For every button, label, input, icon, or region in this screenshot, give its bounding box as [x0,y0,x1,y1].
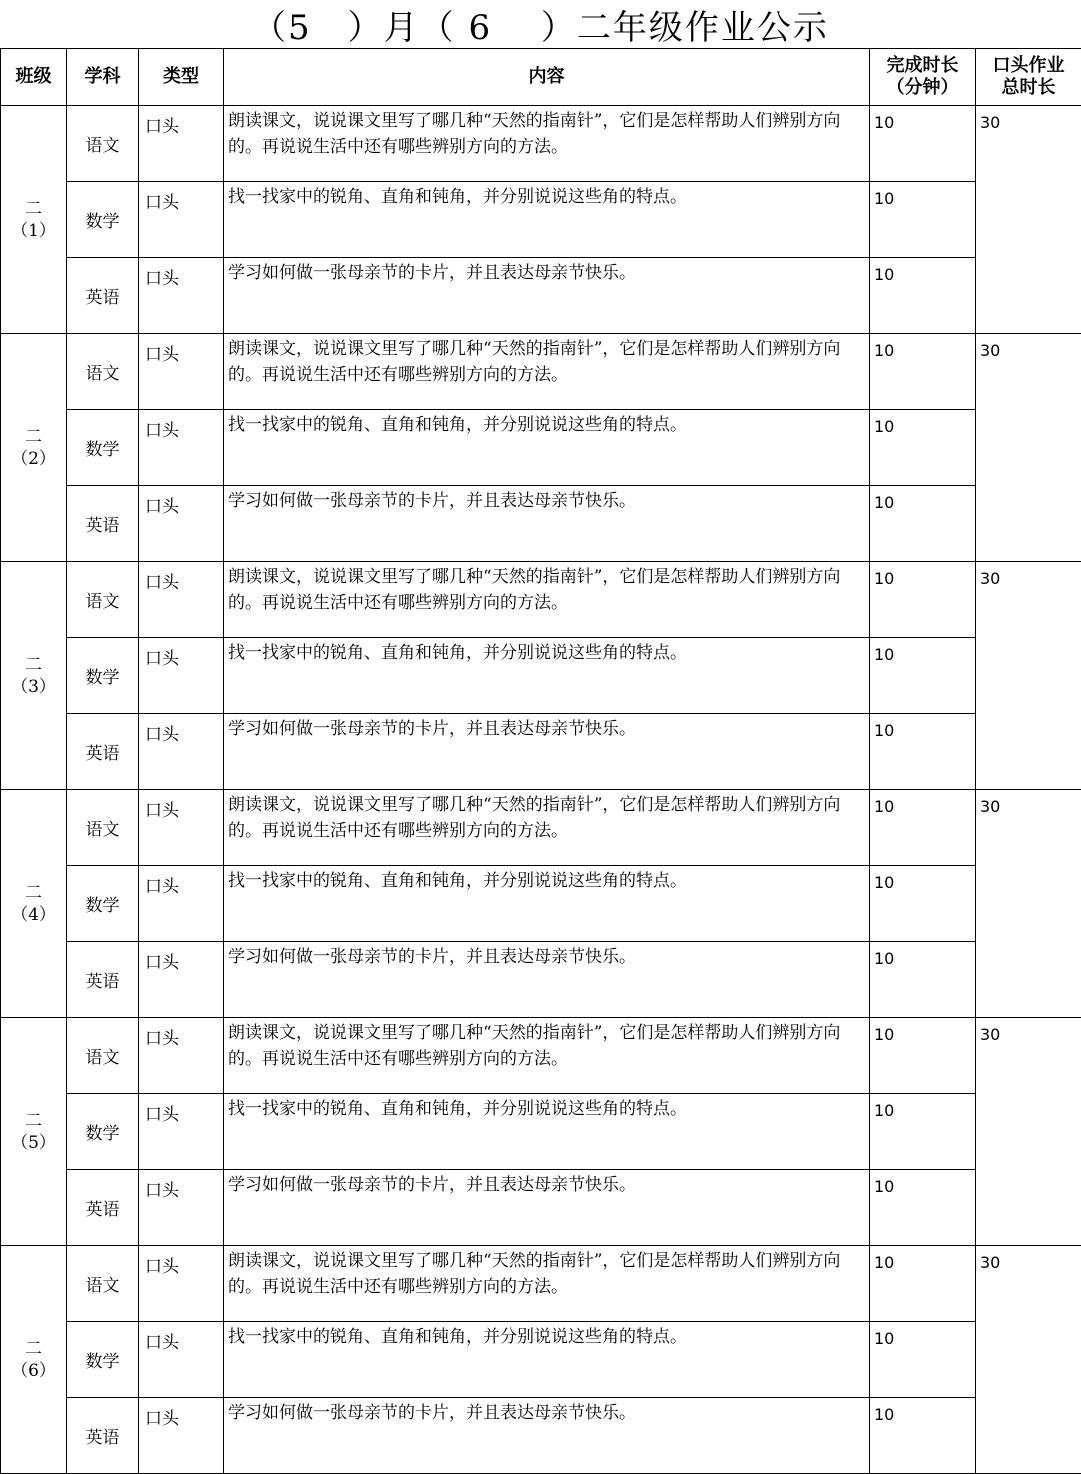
content-cell: 朗读课文，说说课文里写了哪几种“天然的指南针”，它们是怎样帮助人们辨别方向的。再说说生活中还有哪些辨别方向的方法。 [224,334,870,410]
table-row [1,790,1081,866]
table-row [1,1322,1081,1398]
content-cell: 找一找家中的锐角、直角和钝角，并分别说说这些角的特点。 [224,866,870,942]
header-subject: 学科 [67,49,139,106]
table-row [1,410,1081,486]
subject-label: 英语 [86,1428,120,1448]
table-row [1,1170,1081,1246]
type-cell: 口头 [139,942,224,1018]
duration-cell: 10 [870,790,976,866]
subject-cell [67,334,139,410]
table-row [1,106,1081,182]
class-number: （3） [1,676,66,698]
type-cell: 口头 [139,1398,224,1474]
class-number: （1） [1,220,66,242]
table-row [1,1018,1081,1094]
subject-label: 语文 [86,364,120,384]
type-cell: 口头 [139,1094,224,1170]
header-class: 班级 [1,49,67,106]
duration-cell: 10 [870,410,976,486]
class-cell [1,106,67,334]
class-number: （2） [1,448,66,470]
subject-label: 数学 [86,1352,120,1372]
page-title: （5 ）月（ 6 ）二年级作业公示 [0,0,1081,48]
table-row [1,334,1081,410]
header-total [976,49,1081,106]
type-cell: 口头 [139,562,224,638]
type-cell: 口头 [139,714,224,790]
subject-cell [67,562,139,638]
duration-cell: 10 [870,1246,976,1322]
content-cell: 学习如何做一张母亲节的卡片，并且表达母亲节快乐。 [224,1398,870,1474]
type-cell: 口头 [139,182,224,258]
total-cell: 30 [976,334,1081,562]
duration-cell: 10 [870,182,976,258]
table-row [1,1094,1081,1170]
table-row [1,714,1081,790]
type-cell: 口头 [139,258,224,334]
content-cell: 找一找家中的锐角、直角和钝角，并分别说说这些角的特点。 [224,1322,870,1398]
subject-cell [67,106,139,182]
total-cell: 30 [976,1018,1081,1246]
class-number: （5） [1,1132,66,1154]
subject-label: 英语 [86,972,120,992]
subject-cell [67,866,139,942]
type-cell: 口头 [139,1018,224,1094]
duration-cell: 10 [870,106,976,182]
content-cell: 朗读课文，说说课文里写了哪几种“天然的指南针”，它们是怎样帮助人们辨别方向的。再说说生活中还有哪些辨别方向的方法。 [224,106,870,182]
duration-cell: 10 [870,942,976,1018]
content-cell: 学习如何做一张母亲节的卡片，并且表达母亲节快乐。 [224,942,870,1018]
subject-cell [67,258,139,334]
type-cell: 口头 [139,486,224,562]
content-cell: 学习如何做一张母亲节的卡片，并且表达母亲节快乐。 [224,486,870,562]
type-cell: 口头 [139,334,224,410]
content-cell: 学习如何做一张母亲节的卡片，并且表达母亲节快乐。 [224,714,870,790]
subject-label: 数学 [86,896,120,916]
header-row [1,49,1081,106]
subject-cell [67,486,139,562]
type-cell: 口头 [139,1170,224,1246]
content-cell: 学习如何做一张母亲节的卡片，并且表达母亲节快乐。 [224,258,870,334]
header-total-line1: 口头作业 [993,55,1065,76]
class-grade: 二 [1,882,66,904]
subject-label: 语文 [86,1276,120,1296]
content-cell: 朗读课文，说说课文里写了哪几种“天然的指南针”，它们是怎样帮助人们辨别方向的。再说说生活中还有哪些辨别方向的方法。 [224,1246,870,1322]
subject-cell [67,1018,139,1094]
duration-cell: 10 [870,866,976,942]
duration-cell: 10 [870,1398,976,1474]
table-row [1,638,1081,714]
type-cell: 口头 [139,866,224,942]
duration-cell: 10 [870,638,976,714]
subject-label: 语文 [86,136,120,156]
header-total-line2: 总时长 [1002,77,1056,98]
class-cell [1,1018,67,1246]
subject-cell [67,1170,139,1246]
class-grade: 二 [1,426,66,448]
content-cell: 找一找家中的锐角、直角和钝角，并分别说说这些角的特点。 [224,182,870,258]
duration-cell: 10 [870,714,976,790]
table-row [1,1398,1081,1474]
class-cell [1,1246,67,1474]
subject-label: 英语 [86,288,120,308]
content-cell: 学习如何做一张母亲节的卡片，并且表达母亲节快乐。 [224,1170,870,1246]
duration-cell: 10 [870,334,976,410]
header-duration [870,49,976,106]
table-row [1,258,1081,334]
class-number: （6） [1,1360,66,1382]
subject-label: 数学 [86,668,120,688]
table-row [1,866,1081,942]
subject-cell [67,790,139,866]
subject-label: 数学 [86,440,120,460]
class-grade: 二 [1,1338,66,1360]
type-cell: 口头 [139,106,224,182]
class-cell [1,562,67,790]
type-cell: 口头 [139,790,224,866]
subject-cell [67,410,139,486]
subject-label: 语文 [86,820,120,840]
content-cell: 朗读课文，说说课文里写了哪几种“天然的指南针”，它们是怎样帮助人们辨别方向的。再说说生活中还有哪些辨别方向的方法。 [224,1018,870,1094]
duration-cell: 10 [870,1094,976,1170]
header-content: 内容 [224,49,870,106]
subject-cell [67,1322,139,1398]
subject-label: 语文 [86,592,120,612]
total-cell: 30 [976,562,1081,790]
subject-cell [67,182,139,258]
content-cell: 朗读课文，说说课文里写了哪几种“天然的指南针”，它们是怎样帮助人们辨别方向的。再说说生活中还有哪些辨别方向的方法。 [224,790,870,866]
type-cell: 口头 [139,410,224,486]
type-cell: 口头 [139,1246,224,1322]
subject-cell [67,714,139,790]
subject-label: 英语 [86,744,120,764]
content-cell: 找一找家中的锐角、直角和钝角，并分别说说这些角的特点。 [224,410,870,486]
subject-cell [67,1398,139,1474]
subject-cell [67,1246,139,1322]
content-cell: 朗读课文，说说课文里写了哪几种“天然的指南针”，它们是怎样帮助人们辨别方向的。再说说生活中还有哪些辨别方向的方法。 [224,562,870,638]
header-type: 类型 [139,49,224,106]
duration-cell: 10 [870,1018,976,1094]
class-cell [1,334,67,562]
duration-cell: 10 [870,1322,976,1398]
total-cell: 30 [976,1246,1081,1474]
total-cell: 30 [976,790,1081,1018]
type-cell: 口头 [139,1322,224,1398]
table-row [1,486,1081,562]
table-row [1,1246,1081,1322]
table-row [1,942,1081,1018]
duration-cell: 10 [870,1170,976,1246]
subject-label: 数学 [86,1124,120,1144]
subject-cell [67,638,139,714]
type-cell: 口头 [139,638,224,714]
subject-cell [67,1094,139,1170]
subject-label: 数学 [86,212,120,232]
subject-cell [67,942,139,1018]
content-cell: 找一找家中的锐角、直角和钝角，并分别说说这些角的特点。 [224,638,870,714]
subject-label: 英语 [86,516,120,536]
table-row [1,562,1081,638]
total-cell: 30 [976,106,1081,334]
header-duration-line2: （分钟） [887,77,959,98]
class-grade: 二 [1,1110,66,1132]
class-grade: 二 [1,654,66,676]
header-duration-line1: 完成时长 [887,55,959,76]
subject-label: 英语 [86,1200,120,1220]
table-row [1,182,1081,258]
duration-cell: 10 [870,562,976,638]
class-number: （4） [1,904,66,926]
class-grade: 二 [1,198,66,220]
content-cell: 找一找家中的锐角、直角和钝角，并分别说说这些角的特点。 [224,1094,870,1170]
subject-label: 语文 [86,1048,120,1068]
class-cell [1,790,67,1018]
duration-cell: 10 [870,258,976,334]
duration-cell: 10 [870,486,976,562]
homework-table [0,48,1081,1474]
